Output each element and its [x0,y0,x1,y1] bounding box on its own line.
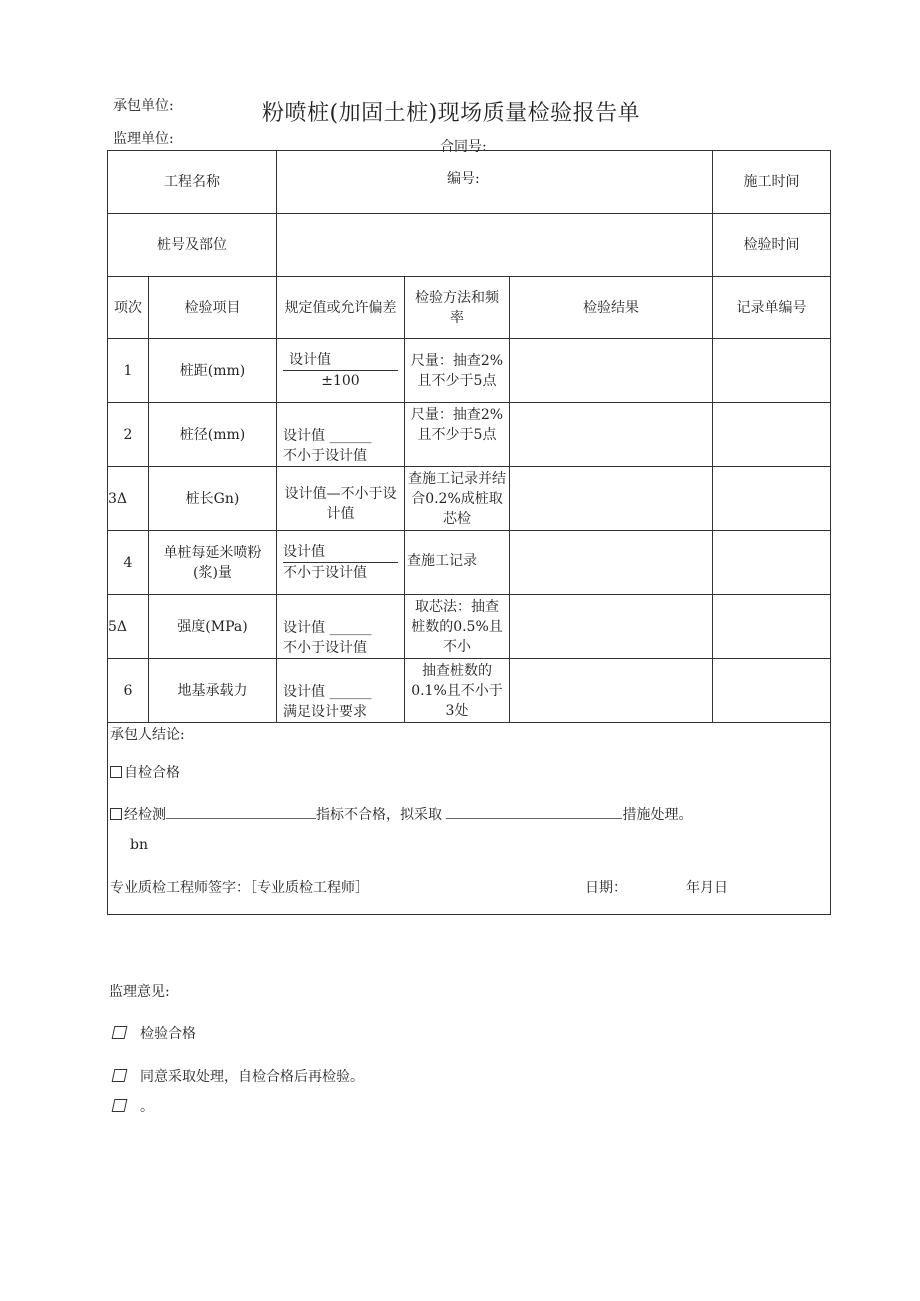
item-record-no[interactable] [713,531,831,595]
spec-tolerance: 不小于设计值 [283,447,367,464]
checkbox-icon[interactable] [110,808,122,820]
conclusion-row [108,723,831,915]
item-spec [277,595,405,659]
item-name: 桩距(mm) [149,339,277,403]
measure-blank[interactable] [446,803,622,819]
item-result[interactable] [510,339,713,403]
item-spec [277,403,405,467]
table-row [108,659,831,723]
checkbox-icon[interactable] [110,766,122,778]
spec-tolerance: ±100 [321,373,360,389]
serial-no-cell[interactable] [277,151,713,214]
indicator-blank[interactable] [166,803,316,819]
col-item-header: 检验项目 [149,277,277,339]
option-self-check-text: 自检合格 [124,765,180,781]
table-row [108,531,831,595]
supervisor-unit-label: 监理单位: [113,131,174,147]
item-index: 3Δ [108,467,149,531]
construction-time-label: 施工时间 [713,151,831,214]
item-index: 5Δ [108,595,149,659]
item-method: 取芯法：抽查桩数的0.5%且不小 [405,595,510,659]
tested-suffix: 措施处理。 [622,807,693,823]
item-result[interactable] [510,659,713,723]
pile-location-row [108,214,831,277]
engineer-signature: 专业质检工程师签字：［专业质检工程师］ [110,880,369,896]
checkbox-icon[interactable] [112,1026,128,1039]
inspection-time-label: 检验时间 [713,214,831,277]
item-result[interactable] [510,467,713,531]
item-name: 单桩每延米喷粉(浆)量 [149,531,277,595]
contractor-unit-label: 承包单位: [113,98,174,114]
supervision-option-other-text: 。 [140,1099,154,1115]
checkbox-icon[interactable] [112,1069,128,1082]
col-index-header: 项次 [108,277,149,339]
item-index: 6 [108,659,149,723]
col-method-header: 检验方法和频率 [405,277,510,339]
item-index: 4 [108,531,149,595]
conclusion-label: 承包人结论: [110,727,185,743]
item-result[interactable] [510,403,713,467]
item-spec [277,467,405,531]
item-spec [277,339,405,403]
item-spec [277,531,405,595]
item-name: 强度(MPa) [149,595,277,659]
supervision-option-other[interactable] [113,1096,154,1116]
spec-design-value: 设计值 [283,350,398,371]
spec-tolerance: 不小于设计值 [283,565,367,581]
page-title: 粉喷桩(加固土桩)现场质量检验报告单 [262,101,641,126]
supervision-option-approve[interactable] [113,1066,364,1086]
contractor-conclusion-cell [108,723,831,915]
col-record-header: 记录单编号 [713,277,831,339]
item-name: 桩长Gn) [149,467,277,531]
tested-middle: 指标不合格，拟采取 [316,807,442,823]
date-label: 日期： [585,880,627,896]
item-result[interactable] [510,595,713,659]
pile-location-label: 桩号及部位 [108,214,277,277]
date-ymd: 年月日 [686,880,728,896]
item-method: 查施工记录并结合0.2%成桩取芯检 [405,467,510,531]
serial-no-label: 编号: [447,171,480,187]
supervision-label: 监理意见: [109,984,170,1000]
option-tested-fail[interactable] [110,803,692,825]
item-method: 查施工记录 [405,531,510,595]
spec-tolerance: 满足设计要求 [283,703,367,720]
item-index: 2 [108,403,149,467]
spec-design-value: 设计值 [283,542,398,563]
item-record-no[interactable] [713,339,831,403]
column-header-row [108,277,831,339]
item-name: 桩径(mm) [149,403,277,467]
item-record-no[interactable] [713,403,831,467]
item-record-no[interactable] [713,659,831,723]
project-name-label: 工程名称 [108,151,277,214]
table-row [108,467,831,531]
pile-location-value[interactable] [277,214,713,277]
contract-no-label: 合同号: [440,139,487,155]
item-record-no[interactable] [713,595,831,659]
item-method: 尺量：抽查2%且不少于5点 [405,403,510,467]
table-row [108,339,831,403]
table-row [108,403,831,467]
supervision-option-approve-text: 同意采取处理，自检合格后再检验。 [140,1069,364,1085]
checkbox-icon[interactable] [112,1099,128,1112]
item-spec [277,659,405,723]
spec-design-value: 设计值 ______ [283,427,372,444]
item-name: 地基承载力 [149,659,277,723]
spec-design-value: 设计值—不小于设计值 [284,485,397,522]
item-method: 抽查桩数的0.1%且不小于3处 [405,659,510,723]
item-result[interactable] [510,531,713,595]
supervision-option-pass[interactable] [113,1023,196,1043]
item-method: 尺量：抽查2%且不少于5点 [405,339,510,403]
tested-prefix: 经检测 [124,807,166,823]
inspection-form-table [107,150,831,915]
spec-design-value: 设计值 ______ [283,683,372,700]
item-record-no[interactable] [713,467,831,531]
item-index: 1 [108,339,149,403]
option-self-check-pass[interactable] [110,763,180,783]
supervision-option-pass-text: 检验合格 [140,1026,196,1042]
conclusion-note: bn [130,837,148,853]
project-name-row [108,151,831,214]
spec-tolerance: 不小于设计值 [283,639,367,656]
table-row [108,595,831,659]
col-spec-header: 规定值或允许偏差 [277,277,405,339]
col-result-header: 检验结果 [510,277,713,339]
spec-design-value: 设计值 ______ [283,619,372,636]
